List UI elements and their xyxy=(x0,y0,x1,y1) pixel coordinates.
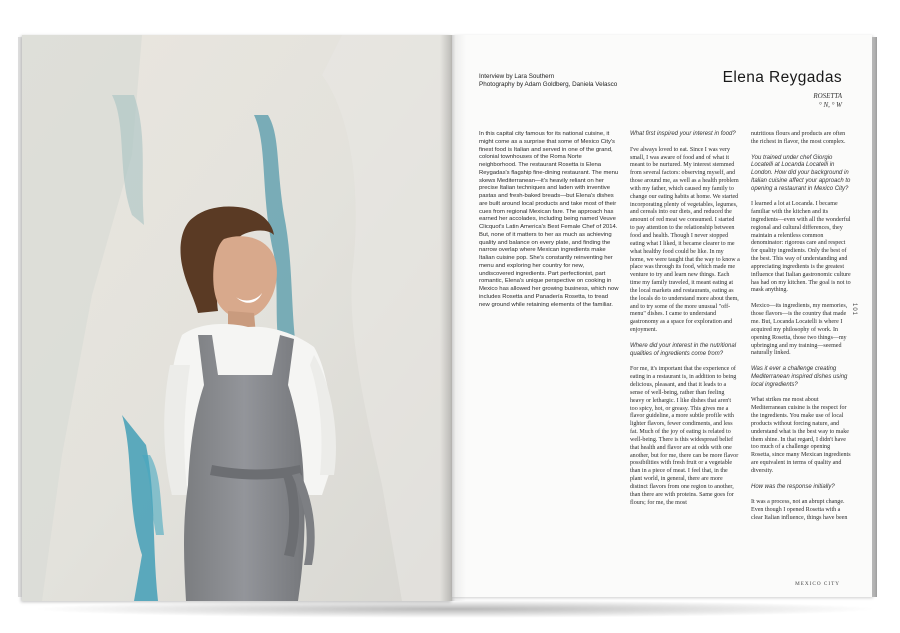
interviewer-credit: Interview by Lara Southern xyxy=(479,73,555,80)
answer-5: It was a process, not an abrupt change. Even though I opened Rosetta with a clear Italian influence, things have been xyxy=(751,499,848,522)
answer-2: For me, it's important that the experience of eating in a restaurant is, in addition to being delicious, pleasant, and that it leads to a sense of well-being, rather than feeling heavy or lethargic. I like dishes that aren't too spicy, hot, or greasy. This gives me a flavor guideline, a more subtle profile with lighter flavors, fewer condiments, and less fat. Much of the joy of eating is related to well-being. There is this widespread belief that health and flavor are at odds with one another, but for me, there can be more flavor possibilities with fresh fruit or a vegetable than in a piece of meat. I feel that, in the plant world, in general, there are more distinct flavors from one region to another, than there are with proteins. Same goes for flours; for me, the most xyxy=(630,366,739,506)
book-shadow xyxy=(30,600,880,618)
section-footer-city: MEXICO CITY xyxy=(795,581,840,587)
photography-credit: Photography by Adam Goldberg, Daniela Velasco xyxy=(479,81,618,88)
question-2: Where did your interest in the nutritional qualities of ingredients come from? xyxy=(630,342,737,357)
credits xyxy=(479,73,617,89)
question-3: You trained under chef Giorgio Locatelli at Locanda Locatelli in London. How did your background in Italian cuisine affect your approach to opening a restaurant in Mexico City? xyxy=(751,154,851,192)
answer-4: What strikes me most about Mediterranean cuisine is the respect for the ingredients. You make use of local products without forcing nature, and understand what is the best way to make them shine. In that regard, I didn't have too much of a challenge opening Rosetta, since many Mexican ingredients are equivalent in terms of quality and diversity. xyxy=(751,397,851,474)
restaurant-name: ROSETTA xyxy=(813,92,842,100)
chef-name-title: Elena Reygadas xyxy=(722,69,842,86)
right-page xyxy=(452,35,872,597)
chef-portrait-photo xyxy=(22,35,452,601)
page-number: 101 xyxy=(851,303,857,317)
left-page xyxy=(22,35,452,601)
coordinates: ° N, ° W xyxy=(818,100,842,109)
intro-paragraph: In this capital city famous for its national cuisine, it might come as a surprise that some of Mexico City's finest food is Italian and served in one of the grand, colonial townhouses of the Roma Norte neighborhood. The restaurant Rosetta is Elena Reygadas's flagship fine-dining restaurant. The menu skews Mediterranean—it's heavily reliant on her precise Italian techniques and laden with inventive pastas and fresh-baked breads—but Elena's dishes are built around local products and take most of their cues from regional Mexican fare. The approach has earned her accolades, including being named Veuve Clicquot's Latin America's Best Female Chef of 2014. But, none of it matters to her as much as achieving quality and balance on every plate, and finding the narrow overlap where Mexican ingredients make Italian cuisine pop. She's constantly reinventing her menu and exploring her country for new, undiscovered ingredients. Part perfectionist, part romantic, Elena's unique perspective on cooking in Mexico has allowed her growing business, which now includes Rosetta and Panadería Rosetta, to tread new ground while retaining elements of the familiar. xyxy=(479,131,619,308)
question-5: How was the response initially? xyxy=(751,483,835,490)
question-1: What first inspired your interest in food? xyxy=(630,131,736,137)
interview-column-1 xyxy=(630,131,740,516)
interview-column-2 xyxy=(751,131,851,531)
answer-3b: Mexico—its ingredients, my memories, those flavors—is the country that made me. But, Locanda Locatelli is where I acquired my philosophy of work. In opening Rosetta, those two things—my upbringing and my training—seemed naturally linked. xyxy=(751,303,848,357)
restaurant-subtitle xyxy=(813,92,842,109)
answer-1: I've always loved to eat. Since I was very small, I was aware of food and of what it meant to be nurtured. My interest stemmed from several factors: observing myself, and those around me, as well as a health problem with my father, which caused my family to change our eating habits at home. We started incorporating plenty of vegetables, legumes, and cereals into our diets, and reduced the amount of red meat we consumed. I started to pay attention to the relationship between food and health. Though I never stopped eating what I liked, it became clearer to me what healthy food could be like. In my home, we were taught that the way to know a place was through its food, which made me venture to try and learn new things. Each time my family traveled, it meant eating at the local markets and restaurants, eating as the locals do to understand more about them, and to try some of the more unusual "off-menu" dishes. I came to understand gastronomy as a space for exploration and enjoyment. xyxy=(630,146,740,334)
question-4: Was it ever a challenge creating Mediterranean inspired dishes using local ingredients? xyxy=(751,366,848,388)
intro-column xyxy=(479,131,619,317)
answer-3: I learned a lot at Locanda. I became familiar with the kitchen and its ingredients—even with all the wonderful regional and cultural differences, they maintain a relentless common denominator: rigorous care and respect for quality ingredients. Only the best of the best. This way of understanding and appreciating ingredients is the greatest influence that Italian gastronomic culture has had on my kitchen. The goal is not to mask anything. xyxy=(751,201,851,294)
answer-2-continued: nutritious flours and products are often the richest in flavor, the most complex. xyxy=(751,131,846,145)
